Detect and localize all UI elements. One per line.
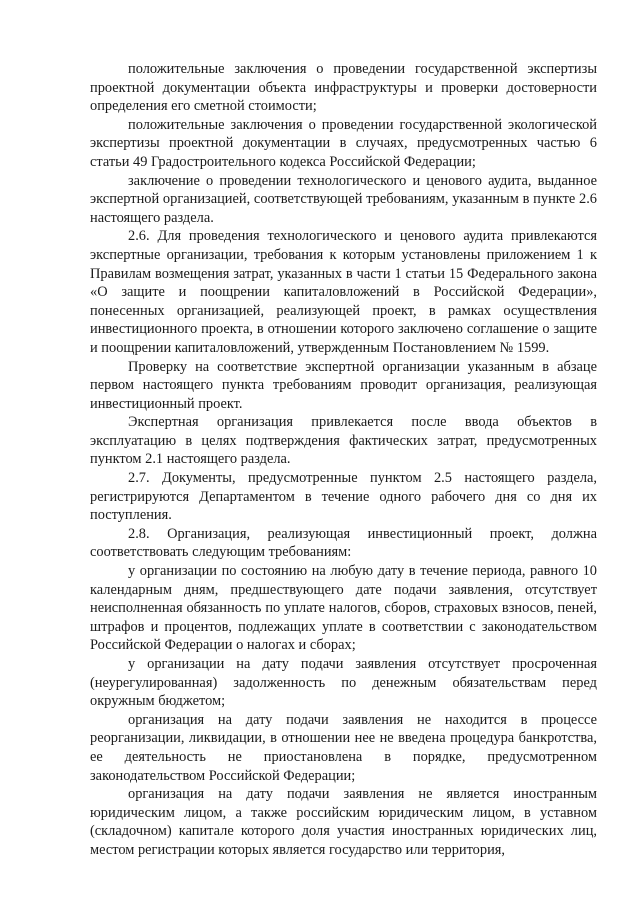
paragraph-state-expertise: положительные заключения о проведении государственной экспертизы проектной документации объекта инфраструктуры и проверки достоверности определения его сметной стоимости; — [90, 61, 597, 115]
paragraph-2-8: 2.8. Организация, реализующая инвестиционный проект, должна соответствовать следующим требованиям: — [90, 525, 597, 561]
paragraph-reorganization: организация на дату подачи заявления не находится в процессе реорганизации, ликвидации, в отношении нее не введена процедура банкротства, ее деятельность не приостановлена в порядке, предусмотренном законодательством Российской Федерации; — [90, 711, 597, 784]
paragraph-foreign-entity: организация на дату подачи заявления не является иностранным юридическим лицом, а также российским юридическим лицом, в уставном (складочном) капитале которого доля участия иностранных юридических лиц, местом регистрации которых является государство или территория, — [90, 786, 597, 858]
paragraph-ecological-expertise: положительные заключения о проведении государственной экологической экспертизы проектной документации в случаях, предусмотренных частью 6 статьи 49 Градостроительного кодекса Российской Федерации; — [90, 116, 597, 170]
paragraph-budget-debt: у организации на дату подачи заявления отсутствует просроченная (неурегулированная) задолженность по денежным обязательствам перед окружным бюджетом; — [90, 656, 597, 710]
paragraph-tax-debt: у организации по состоянию на любую дату в течение периода, равного 10 календарным дням, предшествующего дате подачи заявления, отсутствует неисполненная обязанность по уплате налогов, сборов, страховых взносов, пеней, штрафов и процентов, подлежащих уплате в соответствии с законодательством Российской Федерации о налогах и сборах; — [90, 563, 597, 654]
paragraph-expert-check: Проверку на соответствие экспертной организации указанным в абзаце первом настоящего пункта требованиям проводит организация, реализующая инвестиционный проект. — [90, 358, 597, 412]
paragraph-audit-conclusion: заключение о проведении технологического и ценового аудита, выданное экспертной организацией, соответствующей требованиям, указанным в пункте 2.6 настоящего раздела. — [90, 172, 597, 226]
paragraph-expert-engagement: Экспертная организация привлекается после ввода объектов в эксплуатацию в целях подтверждения фактических затрат, предусмотренных пунктом 2.1 настоящего раздела. — [90, 414, 597, 468]
paragraph-2-6: 2.6. Для проведения технологического и ценового аудита привлекаются экспертные организации, требования к которым установлены приложением 1 к Правилам возмещения затрат, указанных в части 1 статьи 15 Федерального закона «О защите и поощрении капиталовложений в Российской Федерации», понесенных организацией, реализующей проект, в рамках осуществления инвестиционного проекта, в отношении которого заключено соглашение о защите и поощрении капиталовложений, утвержденным Постановлением № 1599. — [90, 228, 597, 356]
document-page — [90, 60, 597, 860]
paragraph-2-7: 2.7. Документы, предусмотренные пунктом 2.5 настоящего раздела, регистрируются Департаментом в течение одного рабочего дня со дня их поступления. — [90, 470, 597, 524]
